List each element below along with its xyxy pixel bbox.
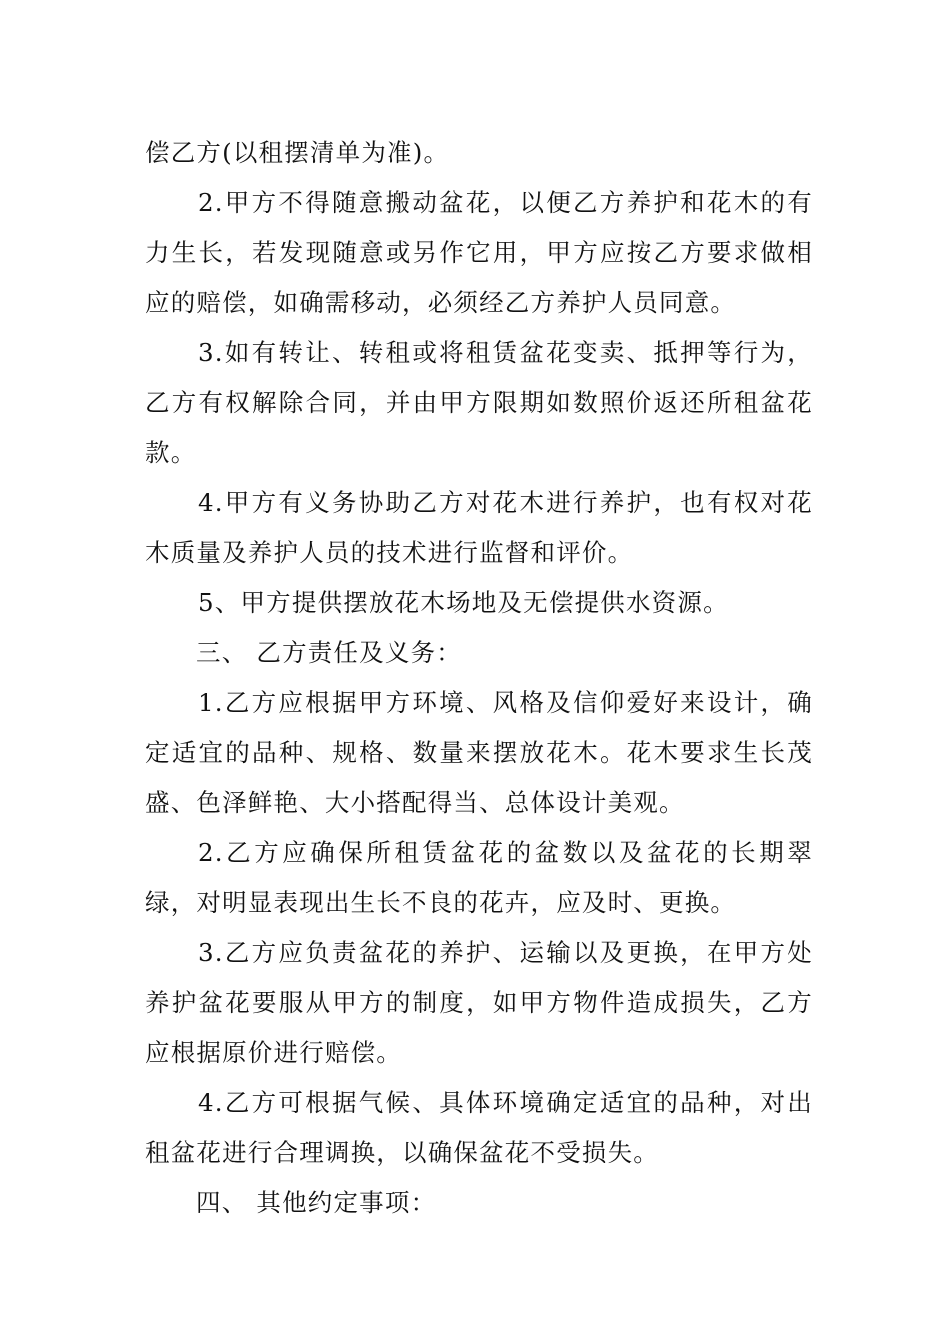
document-body (145, 128, 813, 1228)
paragraph-clause-2-party-a: 2.甲方不得随意搬动盆花，以便乙方养护和花木的有力生长，若发现随意或另作它用，甲方应按乙方要求做相应的赔偿，如确需移动，必须经乙方养护人员同意。 (145, 188, 813, 317)
paragraph-clause-1-party-b: 1.乙方应根据甲方环境、风格及信仰爱好来设计，确定适宜的品种、规格、数量来摆放花木。花木要求生长茂盛、色泽鲜艳、大小搭配得当、总体设计美观。 (145, 688, 813, 817)
paragraph-clause-3-party-a: 3.如有转让、转租或将租赁盆花变卖、抵押等行为，乙方有权解除合同，并由甲方限期如数照价返还所租盆花款。 (145, 338, 813, 467)
section-heading-party-b: 三、 乙方责任及义务： (196, 638, 462, 667)
paragraph-clause-3-party-b: 3.乙方应负责盆花的养护、运输以及更换，在甲方处养护盆花要服从甲方的制度，如甲方物件造成损失，乙方应根据原价进行赔偿。 (145, 938, 813, 1067)
paragraph-clause-4-party-b: 4.乙方可根据气候、具体环境确定适宜的品种，对出租盆花进行合理调换，以确保盆花不受损失。 (145, 1088, 813, 1167)
section-heading-other-terms: 四、 其他约定事项： (196, 1188, 437, 1217)
paragraph-continuation: 偿乙方(以租摆清单为准)。 (145, 138, 450, 167)
paragraph-clause-4-party-a: 4.甲方有义务协助乙方对花木进行养护，也有权对花木质量及养护人员的技术进行监督和评价。 (145, 488, 813, 567)
paragraph-clause-2-party-b: 2.乙方应确保所租赁盆花的盆数以及盆花的长期翠绿，对明显表现出生长不良的花卉，应及时、更换。 (145, 838, 813, 917)
paragraph-clause-5-party-a: 5、甲方提供摆放花木场地及无偿提供水资源。 (198, 588, 729, 617)
